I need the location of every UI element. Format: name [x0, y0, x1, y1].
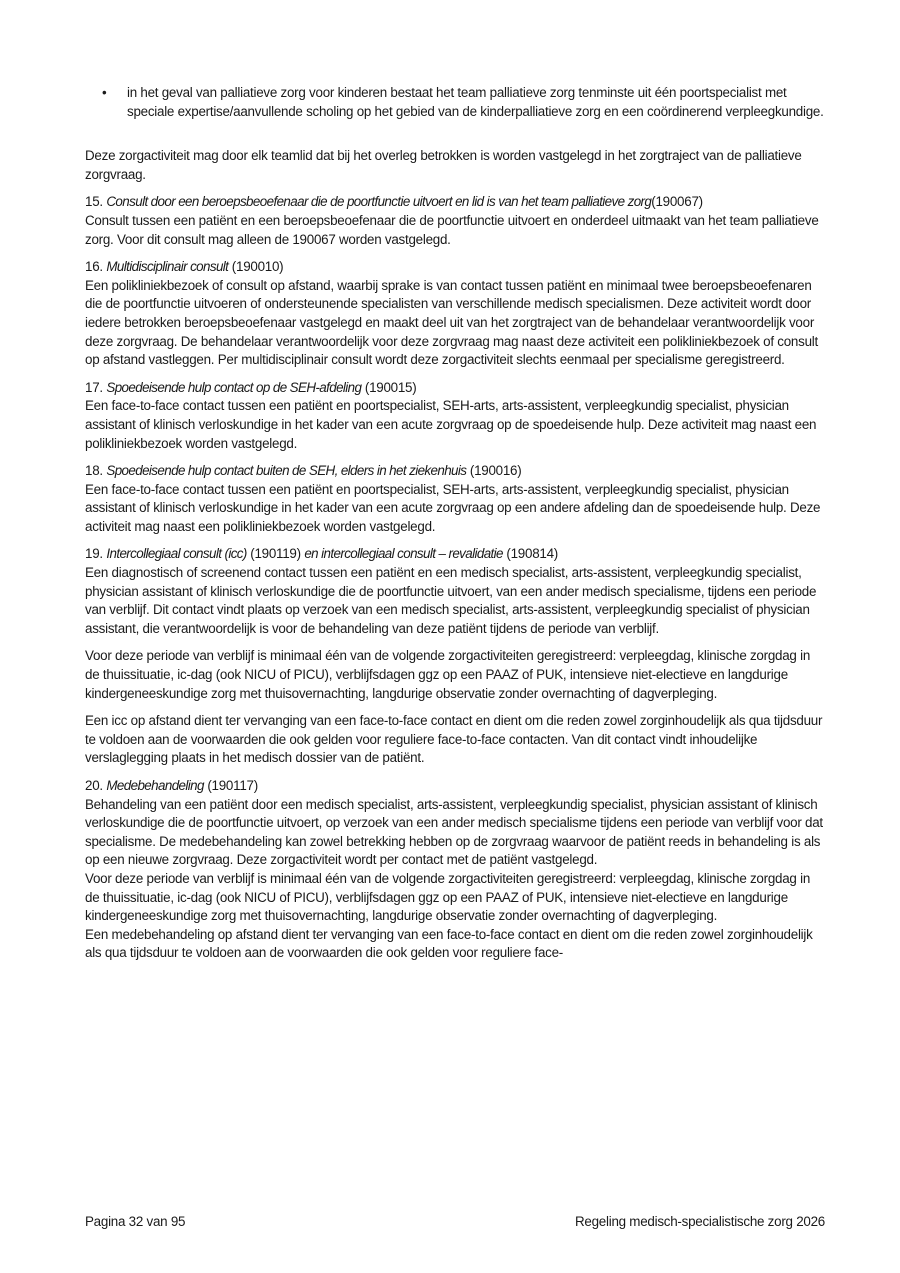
section-code: (190016) — [469, 463, 522, 479]
section-title-secondary: en intercollegiaal consult – revalidatie — [304, 546, 503, 562]
intro-paragraph: Deze zorgactiviteit mag door elk teamlid dat bij het overleg betrokken is worden vastgelegd in het zorgtraject van de palliatieve zorgvraag. — [85, 148, 802, 182]
section-17 — [85, 379, 825, 453]
page-number: Pagina 32 van 95 — [85, 1214, 186, 1229]
section-code: (190010) — [231, 259, 284, 275]
section-paragraph: Voor deze periode van verblijf is minimaal één van de volgende zorgactiviteiten geregistreerd: verpleegdag, klinische zorgdag in de thuissituatie, ic-dag (ook NICU of PICU), verblijfsdagen ggz op een PAAZ of PUK, intensieve niet-electieve en langdurige kindergeneeskundige zorg met thuisovernachting, langdurige observatie zonder overnachting of dagverpleging. — [85, 648, 811, 701]
page-footer — [85, 1214, 825, 1229]
section-paragraph: Een medebehandeling op afstand dient ter vervanging van een face-to-face contact en dient om die reden zowel zorginhoudelijk als qua tijdsduur te voldoen aan de voorwaarden die ook gelden voor reguliere face- — [85, 926, 813, 961]
section-paragraph: Een face-to-face contact tussen een patiënt en poortspecialist, SEH-arts, arts-assistent, verpleegkundig specialist, physician assistant of klinisch verloskundige in het kader van een acute zorgvraag op de spoedeisende hulp. Deze activiteit mag naast een polikliniekbezoek worden vastgelegd. — [85, 398, 817, 451]
section-paragraph: Een polikliniekbezoek of consult op afstand, waarbij sprake is van contact tussen patiënt en minimaal twee beroepsbeoefenaren die de poortfunctie uitvoeren of ondersteunende specialisten van verschillende medisch specialismen. Deze activiteit wordt door iedere betrokken beroepsbeoefenaar vastgelegd en maakt deel uit van het zorgtraject van de behandelaar verantwoordelijk voor deze zorgvraag. De behandelaar verantwoordelijk voor deze zorgvraag mag naast deze activiteit een polikliniekbezoek of consult op afstand vastleggen. Per multidisciplinair consult wordt deze zorgactiviteit slechts eenmaal per specialisme geregistreerd. — [85, 277, 818, 368]
section-heading — [85, 258, 825, 277]
section-number: 17. — [85, 379, 103, 395]
section-paragraph: Een icc op afstand dient ter vervanging van een face-to-face contact en dient om die reden zowel zorginhoudelijk als qua tijdsduur te voldoen aan de voorwaarden die ook gelden voor reguliere face-to-face contacten. Van dit contact vindt inhoudelijke verslaglegging plaats in het medisch dossier van de patiënt. — [85, 713, 823, 766]
section-heading — [85, 545, 825, 564]
section-code: (190015) — [364, 379, 417, 395]
section-title: Intercollegiaal consult (icc) — [106, 546, 247, 562]
section-16 — [85, 258, 825, 370]
bullet-icon: • — [102, 85, 107, 100]
section-heading — [85, 462, 825, 481]
section-paragraph: Consult tussen een patiënt en een beroepsbeoefenaar die de poortfunctie uitvoert en onderdeel uitmaakt van het team palliatieve zorg. Voor dit consult mag alleen de 190067 worden vastgelegd. — [85, 212, 819, 247]
section-number: 15. — [85, 194, 103, 210]
section-number: 18. — [85, 463, 103, 479]
section-code: (190067) — [651, 194, 703, 210]
section-title: Spoedeisende hulp contact op de SEH-afdeling — [106, 379, 362, 395]
section-code: (190119) — [250, 546, 301, 562]
section-20 — [85, 777, 825, 963]
section-title: Medebehandeling — [106, 778, 204, 793]
document-title: Regeling medisch-specialistische zorg 2026 — [574, 1214, 825, 1229]
section-title: Multidisciplinair consult — [106, 259, 229, 275]
bullet-text: in het geval van palliatieve zorg voor kinderen bestaat het team palliatieve zorg tenminste uit één poortspecialist met speciale expertise/aanvullende scholing op het gebied van de kinderpalliatieve zorg en een coördinerend verpleegkundige. — [127, 85, 824, 119]
section-heading — [85, 193, 825, 212]
section-15 — [85, 193, 825, 249]
section-title: Spoedeisende hulp contact buiten de SEH, elders in het ziekenhuis — [106, 463, 467, 479]
section-18 — [85, 462, 825, 536]
section-paragraph: Een face-to-face contact tussen een patiënt en poortspecialist, SEH-arts, arts-assistent, verpleegkundig specialist, physician assistant of klinisch verloskundige in het kader van een acute zorgvraag op een andere afdeling dan de spoedeisende hulp. Deze activiteit mag naast een polikliniekbezoek worden vastgelegd. — [85, 481, 821, 534]
section-paragraph: Een diagnostisch of screenend contact tussen een patiënt en een medisch specialist, arts-assistent, verpleegkundig specialist, physician assistant of klinisch verloskundige die de poortfunctie uitvoert, van een ander medisch specialisme, tijdens een periode van verblijf. Dit contact vindt plaats op verzoek van een medisch specialist, arts-assistent, verpleegkundig specialist of physician assistant, die verantwoordelijk is voor de behandeling van deze patiënt tijdens de periode van verblijf. — [85, 565, 817, 636]
section-code-secondary: (190814) — [506, 546, 558, 562]
bullet-list — [85, 84, 825, 121]
section-number: 16. — [85, 259, 103, 275]
section-paragraph: Behandeling van een patiënt door een medisch specialist, arts-assistent, verpleegkundig specialist, physician assistant of klinisch verloskundige die de poortfunctie uitvoert, op verzoek van een ander medisch specialisme tijdens een periode van verblijf voor dat specialisme. De medebehandeling kan zowel betrekking hebben op de zorgvraag waarvoor de patiënt reeds in behandeling is als op een nieuwe zorgvraag. Deze zorgactiviteit wordt per contact met de patiënt vastgelegd. — [85, 796, 823, 868]
section-heading — [85, 379, 825, 398]
section-19 — [85, 545, 825, 768]
document-page — [85, 84, 825, 963]
bullet-item — [85, 84, 825, 121]
section-heading — [85, 777, 825, 796]
section-number: 20. — [85, 778, 103, 793]
section-code: (190117) — [207, 778, 258, 793]
section-number: 19. — [85, 546, 103, 562]
section-paragraph: Voor deze periode van verblijf is minimaal één van de volgende zorgactiviteiten geregistreerd: verpleegdag, klinische zorgdag in de thuissituatie, ic-dag (ook NICU of PICU), verblijfsdagen ggz op een PAAZ of PUK, intensieve niet-electieve en langdurige kindergeneeskundige zorg met thuisovernachting, langdurige observatie zonder overnachting of dagverpleging. — [85, 870, 811, 924]
section-title: Consult door een beroepsbeoefenaar die de poortfunctie uitvoert en lid is van het team palliatieve zorg — [106, 194, 652, 210]
